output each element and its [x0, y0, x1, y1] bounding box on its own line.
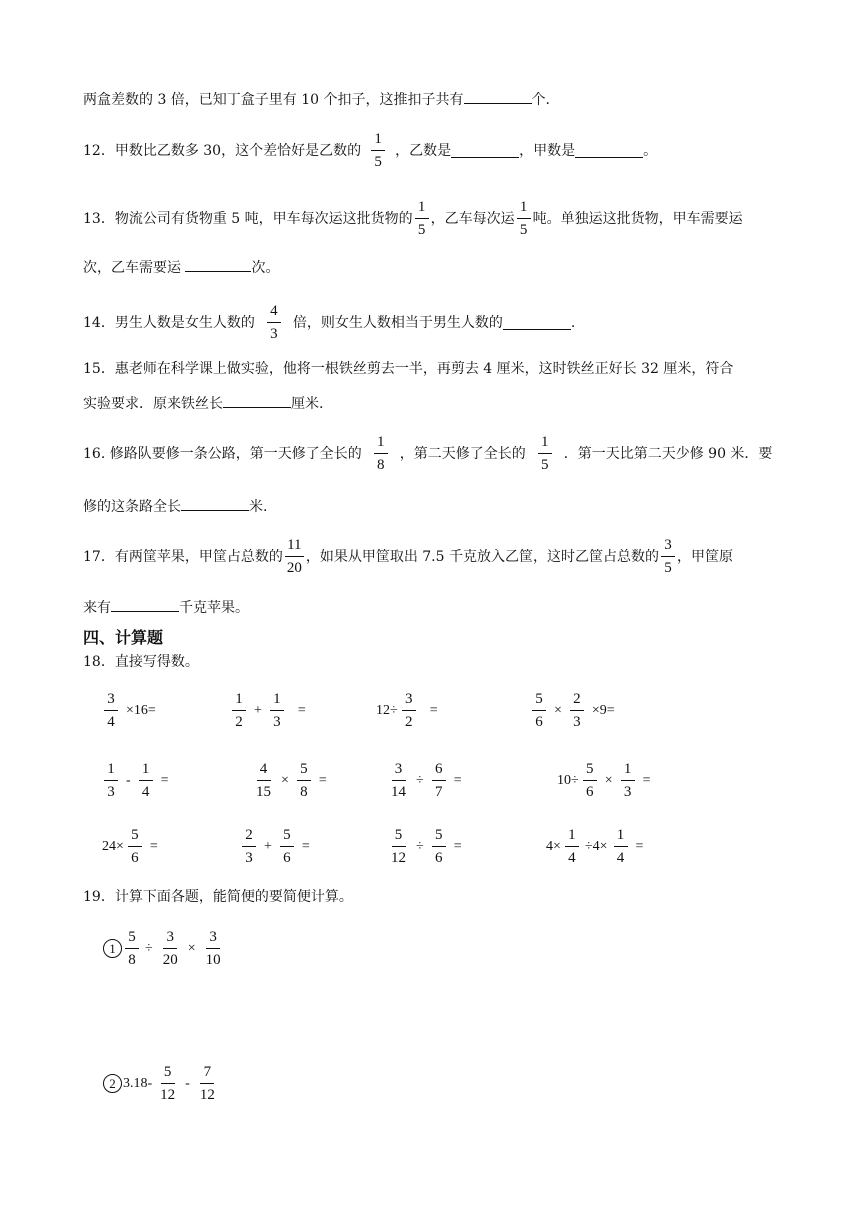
operator: - — [126, 772, 131, 788]
calc-item — [100, 760, 173, 801]
calc-text: = — [149, 838, 158, 854]
question-13-cont — [83, 257, 279, 278]
q19-part-2 — [103, 1063, 221, 1104]
calc-text: ×16= — [126, 702, 156, 718]
fraction: $\frac{5}{8}$ — [125, 928, 139, 969]
question-16-cont — [83, 496, 267, 517]
answer-blank[interactable] — [575, 143, 643, 158]
calc-prefix: 10÷ — [557, 772, 579, 788]
answer-blank[interactable] — [451, 143, 519, 158]
question-16 — [83, 433, 772, 474]
circled-number: 1 — [103, 939, 122, 958]
answer-blank[interactable] — [181, 496, 249, 511]
fraction: $\frac{5}{8}$ — [297, 760, 311, 801]
fraction: $\frac{3}{14}$ — [391, 761, 406, 800]
operator: ÷ — [416, 838, 424, 854]
q17-text-e: 千克苹果。 — [179, 600, 249, 616]
calc-text: = — [318, 772, 327, 788]
fraction: $\frac{1}{2}$ — [232, 690, 246, 731]
q16-text-c: ．第一天比第二天少修 90 米．要 — [563, 445, 773, 462]
q16-text-b: ，第二天修了全长的 — [399, 445, 526, 462]
q14-text-b: 倍，则女生人数相当于男生人数的 — [292, 314, 503, 331]
calc-text: = — [453, 838, 462, 854]
calc-text: = — [642, 772, 651, 788]
q17-text-c: ，甲筐原 — [677, 548, 733, 565]
calc-item — [528, 690, 619, 731]
fraction: $\frac{1}{4}$ — [139, 760, 153, 801]
q14-text-c: . — [570, 314, 576, 331]
answer-blank[interactable] — [185, 257, 251, 272]
calc-prefix: 12÷ — [376, 702, 398, 718]
operator: ÷4× — [584, 838, 608, 854]
calc-item — [385, 760, 466, 801]
calc-text: = — [635, 838, 644, 854]
calc-item — [100, 690, 160, 731]
q12-end: 。 — [643, 142, 658, 159]
section-heading: 四、计算题 — [83, 628, 164, 647]
fraction: $\frac{4}{15}$ — [256, 761, 271, 800]
calc-text: = — [301, 838, 310, 854]
q16-text-a: 16. 修路队要修一条公路，第一天修了全长的 — [83, 445, 362, 462]
calc-text: = — [429, 702, 438, 718]
calc-prefix: 3.18- — [123, 1075, 153, 1091]
fraction: $\frac{1}{3}$ — [104, 760, 118, 801]
answer-blank[interactable] — [464, 89, 532, 104]
q19-part-1 — [103, 928, 227, 969]
fraction: $\frac{5}{6}$ — [280, 826, 294, 867]
calc-item — [102, 826, 162, 867]
fraction: $\frac{5}{12}$ — [391, 827, 406, 866]
operator: + — [254, 702, 262, 718]
question-17 — [83, 536, 733, 577]
q17-text-d: 来有 — [83, 600, 111, 616]
q13-text-e: 次。 — [251, 260, 280, 276]
q11-tail — [83, 89, 550, 110]
question-13 — [83, 198, 743, 239]
fraction: $\frac{1}{4}$ — [565, 826, 579, 867]
calc-text: = — [453, 772, 462, 788]
fraction: $\frac{2}{3}$ — [242, 826, 256, 867]
question-14 — [83, 302, 575, 343]
calc-item — [557, 760, 655, 801]
circled-number: 2 — [103, 1074, 122, 1093]
answer-blank[interactable] — [223, 393, 291, 408]
fraction: $\frac{4}{3}$ — [267, 302, 281, 343]
operator: + — [264, 838, 272, 854]
calc-item — [376, 690, 442, 731]
fraction: $\frac{6}{7}$ — [432, 760, 446, 801]
q16-text-d: 修的这条路全长 — [83, 499, 181, 515]
q13-text-d: 次，乙车需要运 — [83, 260, 186, 276]
fraction: $\frac{1}{4}$ — [614, 826, 628, 867]
calc-text: ×9= — [591, 702, 615, 718]
q17-text-b: ，如果从甲筐取出 7.5 千克放入乙筐，这时乙筐占总数的 — [305, 548, 659, 565]
q13-text-c: 吨。单独运这批货物，甲车需要运 — [532, 210, 743, 227]
calc-prefix: 4× — [546, 838, 561, 854]
q16-text-e: 米. — [249, 499, 268, 515]
fraction: $\frac{5}{6}$ — [583, 760, 597, 801]
q12-mid2: ，甲数是 — [519, 142, 576, 159]
question-15-cont — [83, 393, 323, 414]
calc-item — [228, 690, 310, 731]
operator: × — [281, 772, 289, 788]
q12-text: 12．甲数比乙数多 30，这个差恰好是乙数的 — [83, 142, 362, 159]
operator: ÷ — [416, 772, 424, 788]
fraction: $\frac{3}{2}$ — [402, 690, 416, 731]
q11-after: 个. — [531, 92, 550, 108]
fraction: $\frac{1}{5}$ — [538, 433, 552, 474]
question-19: 19．计算下面各题，能简便的要简便计算。 — [83, 889, 353, 905]
answer-blank[interactable] — [503, 315, 571, 330]
q15-text-a: 15．惠老师在科学课上做实验，他将一根铁丝剪去一半，再剪去 4 厘米，这时铁丝正好长 32 厘米，符合 — [83, 361, 734, 377]
question-17-cont — [83, 597, 249, 618]
operator: × — [187, 940, 196, 956]
fraction: $\frac{3}{4}$ — [104, 690, 118, 731]
question-12 — [83, 130, 657, 171]
fraction: $\frac{1}{5}$ — [371, 130, 385, 171]
calc-prefix: 24× — [102, 838, 124, 854]
calc-item — [546, 826, 647, 867]
fraction: $\frac{3}{20}$ — [162, 929, 178, 968]
question-15 — [83, 359, 733, 379]
calc-item — [250, 760, 331, 801]
fraction: $\frac{3}{10}$ — [205, 929, 221, 968]
q15-text-c: 厘米. — [291, 396, 324, 412]
operator: × — [554, 702, 562, 718]
fraction: $\frac{2}{3}$ — [570, 690, 584, 731]
q11-text: 两盒差数的 3 倍，已知丁盒子里有 10 个扣子，这推扣子共有 — [83, 92, 464, 108]
question-18: 18．直接写得数。 — [83, 654, 199, 670]
fraction: $\frac{5}{6}$ — [128, 826, 142, 867]
q13-text-b: ，乙车每次运 — [430, 210, 515, 227]
answer-blank[interactable] — [111, 597, 179, 612]
fraction: $\frac{1}{5}$ — [517, 198, 531, 239]
q17-text-a: 17．有两筐苹果，甲筐占总数的 — [83, 548, 283, 565]
fraction: $\frac{7}{12}$ — [199, 1064, 215, 1103]
q13-text-a: 13．物流公司有货物重 5 吨，甲车每次运这批货物的 — [83, 210, 413, 227]
fraction: $\frac{1}{3}$ — [270, 690, 284, 731]
calc-item — [238, 826, 314, 867]
fraction: $\frac{1}{8}$ — [374, 433, 388, 474]
fraction: $\frac{5}{12}$ — [160, 1064, 176, 1103]
calc-text: = — [160, 772, 169, 788]
q14-text-a: 14．男生人数是女生人数的 — [83, 314, 255, 331]
calc-text: = — [297, 702, 306, 718]
fraction: $\frac{1}{5}$ — [415, 198, 429, 239]
operator: ÷ — [145, 940, 153, 956]
fraction: $\frac{5}{6}$ — [532, 690, 546, 731]
operator: × — [604, 772, 613, 788]
calc-item — [385, 826, 466, 867]
fraction: $\frac{1}{3}$ — [621, 760, 635, 801]
q12-mid: ，乙数是 — [395, 142, 452, 159]
fraction: $\frac{5}{6}$ — [432, 826, 446, 867]
fraction: $\frac{11}{20}$ — [286, 537, 302, 576]
q15-text-b: 实验要求．原来铁丝长 — [83, 396, 223, 412]
fraction: $\frac{3}{5}$ — [661, 536, 675, 577]
operator: - — [185, 1075, 190, 1091]
